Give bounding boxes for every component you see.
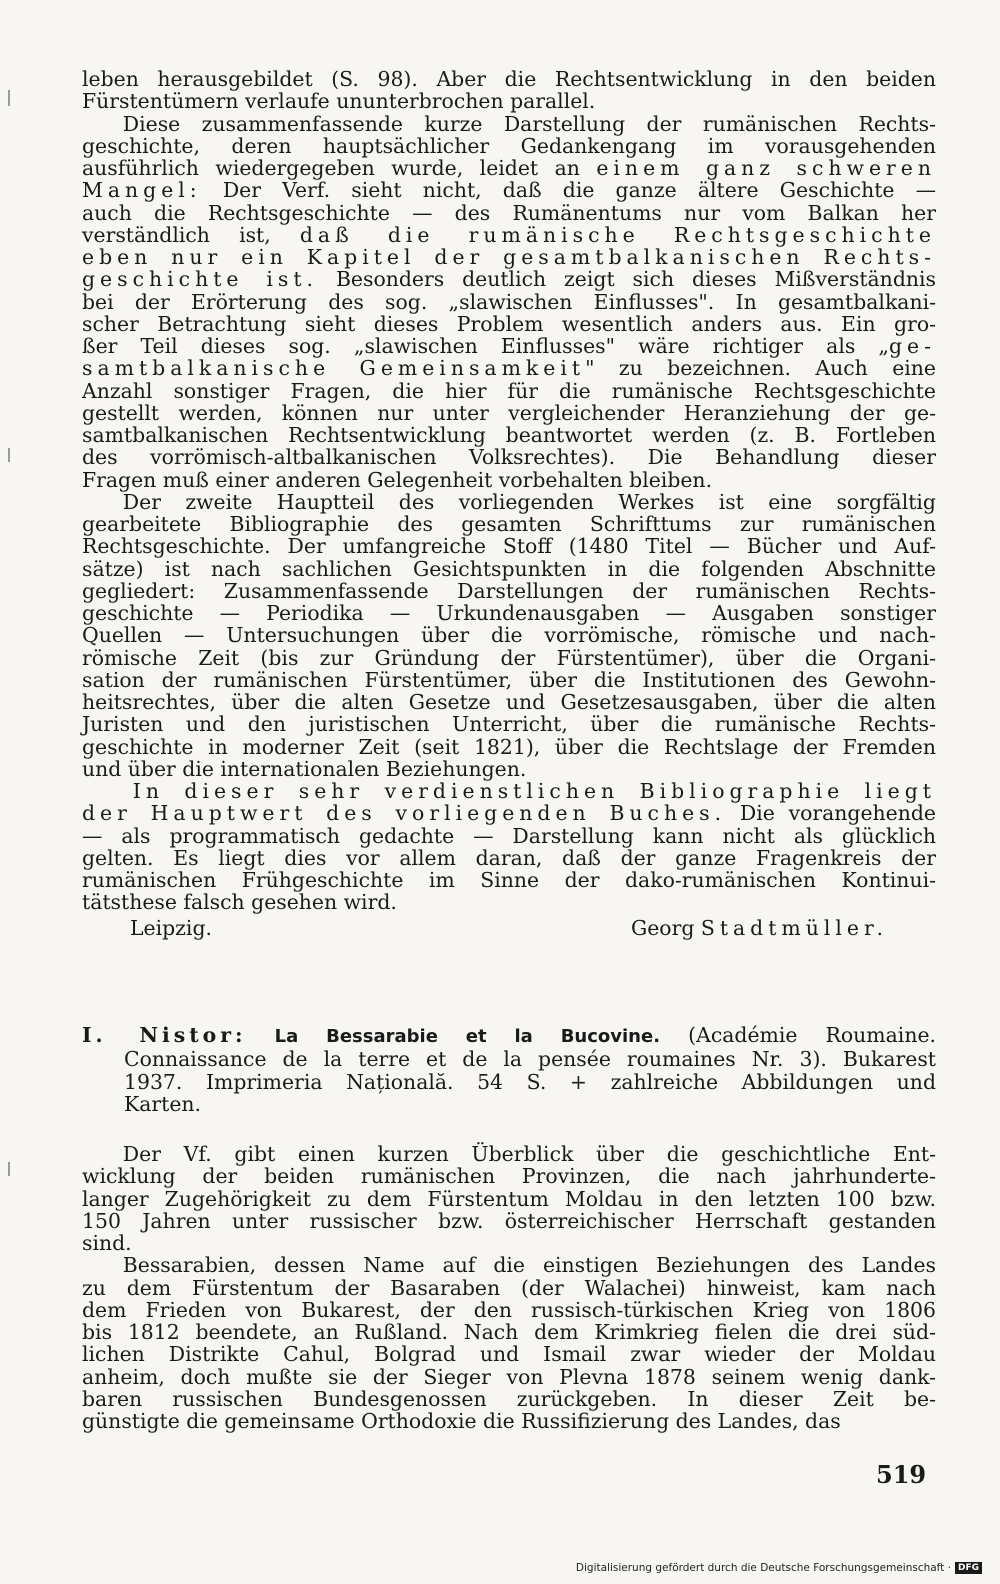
text-line: leben herausgebildet (S. 98). Aber die Rechtsentwicklung in den beiden <box>82 67 936 91</box>
text-line: geschichte — Periodika — Urkundenausgaben — Ausgaben sonstiger <box>82 601 936 625</box>
text-line: Fürstentümern verlaufe ununterbrochen parallel. <box>82 89 596 114</box>
text-line: Bessarabien, dessen Name auf die einstigen Beziehungen des Landes <box>82 1253 936 1278</box>
paragraph <box>82 68 936 113</box>
text-line: gestellt werden, können nur unter vergleichender Heranziehung der ge- <box>82 400 936 425</box>
text-line: wicklung der beiden rumänischen Provinzen, die nach jahrhunderte- <box>82 1164 936 1189</box>
text-line: lichen Distrikte Cahul, Bolgrad und Ismail zwar wieder der Moldau <box>82 1342 936 1367</box>
text-line: Quellen — Untersuchungen über die vorrömische, römische und nach- <box>82 623 936 648</box>
text-line: langer Zugehörigkeit zu dem Fürstentum Moldau in den letzten 100 bzw. <box>82 1186 936 1211</box>
reviewer-name: Georg Stadtmüller. <box>630 915 888 940</box>
scan-mark <box>8 1162 10 1176</box>
text-line: bei der Erörterung des sog. „slawischen Einflusses". In gesamtbalkani- <box>82 289 936 314</box>
text-line: der Hauptwert des vorliegenden Buches. Die vorangehende <box>82 801 936 826</box>
text-line: samtbalkanische Gemeinsamkeit" zu bezeichnen. Auch eine <box>82 356 936 381</box>
text-line: Diese zusammenfassende kurze Darstellung der rumänischen Rechts- <box>82 111 936 136</box>
text-line: eben nur ein Kapitel der gesamtbalkanischen Rechts- <box>82 245 936 269</box>
bibliographic-heading: I. Nistor: La Bessarabie et la Bucovine. (Académie Roumaine. Connaissance de la terre et de la pensée roumaines Nr. 3). Bukarest 1937. Imprimeria Națională. 54 S. + zahlreiche Abbildungen und Karten. <box>82 1023 937 1116</box>
text-line: 150 Jahren unter russischer bzw. österreichischer Herrschaft gestanden <box>82 1208 936 1233</box>
page-number: 519 <box>876 1460 927 1489</box>
text-line: scher Betrachtung sieht dieses Problem wesentlich anders aus. Ein gro- <box>82 311 936 336</box>
text-line: bis 1812 beendete, an Rußland. Nach dem Krimkrieg fielen die drei süd- <box>82 1320 936 1344</box>
text-line: gearbeitete Bibliographie des gesamten Schrifttums zur rumänischen <box>82 512 936 536</box>
scan-mark <box>8 448 10 462</box>
paragraph <box>82 1254 936 1432</box>
footer <box>576 1562 982 1574</box>
paragraph <box>82 780 936 914</box>
text-line: verständlich ist, daß die rumänische Rechtsgeschichte <box>82 222 936 247</box>
text-line: gegliedert: Zusammenfassende Darstellungen der rumänischen Rechts- <box>82 578 936 603</box>
funding-note: Digitalisierung gefördert durch die Deutsche Forschungsgemeinschaft · <box>575 1562 951 1574</box>
book-title: La Bessarabie et la Bucovine. <box>274 1026 661 1047</box>
text-line: auch die Rechtsgeschichte — des Rumänentums nur vom Balkan her <box>82 200 936 225</box>
text-line: heitsrechtes, über die alten Gesetze und Gesetzesausgaben, über die alten <box>82 690 936 714</box>
text-line: ausführlich wiedergegeben wurde, leidet an einem ganz schweren <box>82 156 936 180</box>
text-line: ßer Teil dieses sog. „slawischen Einflusses" wäre richtiger als „ge- <box>82 334 936 358</box>
text-line: dem Frieden von Bukarest, der den russisch-türkischen Krieg von 1806 <box>82 1297 936 1322</box>
dfg-logo: DFG <box>955 1562 982 1574</box>
text-line: zu dem Fürstentum der Basaraben (der Walachei) hinweist, kam nach <box>82 1275 936 1300</box>
signature-line <box>82 916 936 940</box>
text-line: anheim, doch mußte sie der Sieger von Plevna 1878 seinem wenig dank- <box>82 1364 936 1389</box>
text-line: geschichte in moderner Zeit (seit 1821), über die Rechtslage der Fremden <box>82 734 936 759</box>
text-line: und über die internationalen Beziehungen. <box>82 756 527 781</box>
paragraph <box>82 113 936 491</box>
paragraph <box>82 491 936 780</box>
text-line: geschichte ist. Besonders deutlich zeigt sich dieses Mißverständnis <box>82 267 936 292</box>
text-line: Der Vf. gibt einen kurzen Überblick über die geschichtliche Ent- <box>82 1142 936 1166</box>
text-line: des vorrömisch-altbalkanischen Volksrechtes). Die Behandlung dieser <box>82 445 936 470</box>
text-line: geschichte, deren hauptsächlicher Gedankengang im vorausgehenden <box>82 133 936 158</box>
text-line: römische Zeit (bis zur Gründung der Fürstentümer), über die Organi- <box>82 645 936 670</box>
text-line: sätze) ist nach sachlichen Gesichtspunkten in die folgenden Abschnitte <box>82 556 936 581</box>
text-line: — als programmatisch gedachte — Darstellung kann nicht als glücklich <box>82 823 936 848</box>
text-line: rumänischen Frühgeschichte im Sinne der dako-rumänischen Kontinui- <box>82 868 936 892</box>
text-line: Anzahl sonstiger Fragen, die hier für die rumänische Rechtsgeschichte <box>82 378 936 403</box>
text-line: Mangel: Der Verf. sieht nicht, daß die ganze ältere Geschichte — <box>82 178 936 203</box>
scan-mark <box>8 90 10 106</box>
text-line: Fragen muß einer anderen Gelegenheit vorbehalten bleiben. <box>82 467 713 492</box>
text-line: Rechtsgeschichte. Der umfangreiche Stoff (1480 Titel — Bücher und Auf- <box>82 534 936 559</box>
text-line: gelten. Es liegt dies vor allem daran, daß der ganze Fragenkreis der <box>82 845 936 870</box>
place: Leipzig. <box>130 915 212 940</box>
text-line: samtbalkanischen Rechtsentwicklung beantwortet werden (z. B. Fortleben <box>82 423 936 447</box>
text-line: Der zweite Hauptteil des vorliegenden Werkes ist eine sorgfältig <box>82 489 936 514</box>
review-2 <box>82 1024 936 1432</box>
review-1 <box>82 68 936 940</box>
text-line: tätsthese falsch gesehen wird. <box>82 890 397 915</box>
author: I. Nistor: <box>82 1023 247 1047</box>
paragraph <box>82 1143 936 1254</box>
text-line: In dieser sehr verdienstlichen Bibliographie liegt <box>82 779 936 803</box>
text-line: baren russischen Bundesgenossen zurückgeben. In dieser Zeit be- <box>82 1386 936 1411</box>
text-line: günstigte die gemeinsame Orthodoxie die Russifizierung des Landes, das <box>82 1409 841 1433</box>
text-line: Juristen und den juristischen Unterricht, über die rumänische Rechts- <box>82 712 936 737</box>
text-line: sation der rumänischen Fürstentümer, über die Institutionen des Gewohn- <box>82 667 936 692</box>
text-line: sind. <box>82 1231 132 1255</box>
